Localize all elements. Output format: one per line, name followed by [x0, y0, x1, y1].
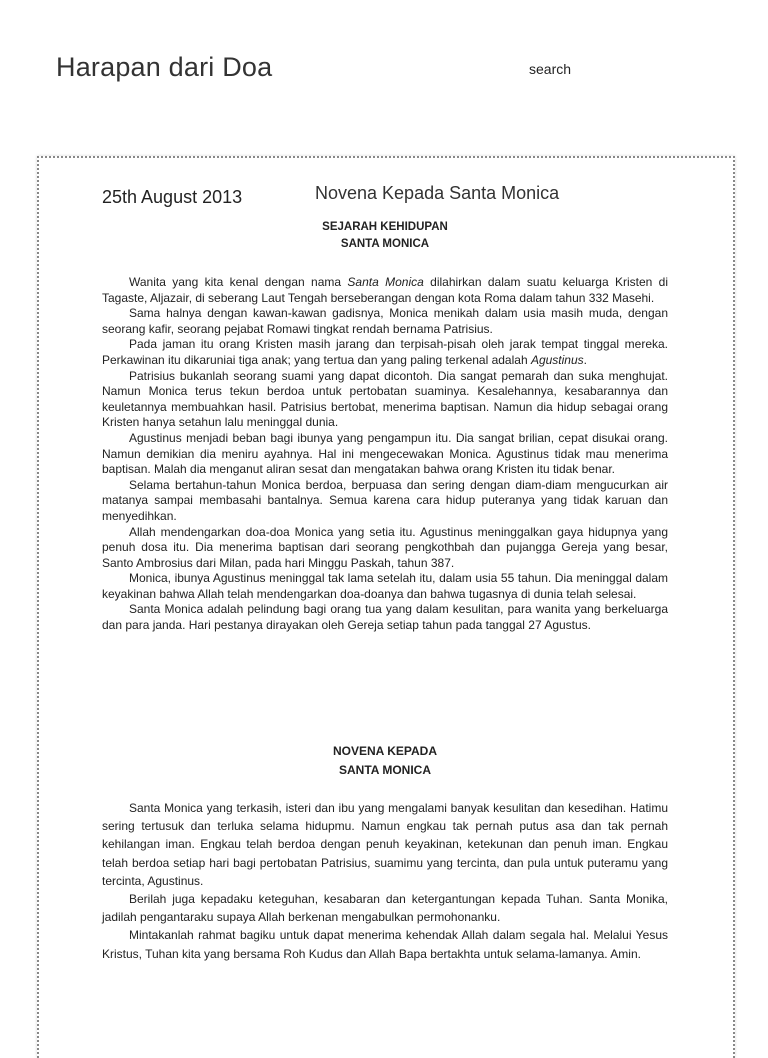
heading-line: SANTA MONICA — [339, 763, 431, 777]
paragraph: Sama halnya dengan kawan-kawan gadisnya, Monica menikah dalam usia masih muda, dengan seorang kafir, seorang pejabat Romawi tingkat rendah bernama Patrisius. — [102, 306, 668, 336]
text-run: dilahirkan dalam suatu keluarga Kristen di Tagaste, Aljazair, di seberang Laut Tengah berseberangan dengan kota Roma dalam tahun 332 Masehi. — [102, 275, 668, 305]
paragraph: Berilah juga kepadaku keteguhan, kesabaran dan ketergantungan kepada Tuhan. Santa Monika, jadilah pengantaraku supaya Allah berkenan mengabulkan permohonanku. — [102, 892, 668, 925]
post-title[interactable]: Novena Kepada Santa Monica — [315, 183, 560, 203]
text-emphasis: Santa Monica — [347, 275, 424, 289]
heading-line: NOVENA KEPADA — [332, 744, 437, 758]
search-button[interactable]: search — [529, 61, 572, 77]
text-run: Wanita yang kita kenal dengan nama — [129, 275, 348, 289]
paragraph: Patrisius bukanlah seorang suami yang dapat dicontoh. Dia sangat pemarah dan suka menghujat. Namun Monica terus tekun berdoa untuk pertobatan suaminya. Kesalehannya, kesabarannya dan keuletannya membuahkan hasil. Patrisius bertobat, menerima baptisan. Namun dia hidup sebagai orang Kristen hanya setahun lalu meninggal dunia. — [102, 368, 668, 430]
paragraph: Monica, ibunya Agustinus meninggal tak lama setelah itu, dalam usia 55 tahun. Dia meninggal dalam keyakinan bahwa Allah telah mendengarkan doa-doanya dan bahwa tugasnya di dunia telah selesai. — [102, 571, 668, 601]
text-emphasis: Agustinus — [530, 352, 584, 367]
history-body — [102, 275, 668, 634]
text-run: Pada jaman itu orang Kristen masih jarang dan terpisah-pisah oleh jarak tempat tinggal mereka. Perkawinan itu dikaruniai tiga anak; yang tertua dan yang paling terkenal adalah — [102, 337, 668, 367]
section-heading-novena — [102, 742, 668, 780]
heading-line: SEJARAH KEHIDUPAN — [322, 221, 448, 233]
paragraph: Agustinus menjadi beban bagi ibunya yang pengampun itu. Dia sangat brilian, cepat disukai orang. Namun demikian dia meniru ayahnya. Hal ini mengecewakan Monica. Agustinus tidak mau menerima baptisan. Malah dia menganut aliran sesat dan mengatakan bahwa orang Kristen itu tidak benar. — [102, 430, 668, 477]
paragraph — [102, 337, 668, 368]
heading-line: SANTA MONICA — [340, 238, 430, 250]
paragraph: Allah mendengarkan doa-doa Monica yang setia itu. Agustinus meninggalkan gaya hidupnya yang penuh dosa itu. Dia menerima baptisan dari seorang pengkothbah dan pujangga Gereja yang besar, Santo Ambrosius dari Milan, pada hari Minggu Paskah, tahun 387. — [102, 524, 668, 570]
post-date: 25th August 2013 — [102, 187, 243, 207]
section-heading-history — [102, 219, 668, 253]
novena-body — [102, 799, 668, 963]
paragraph — [102, 275, 668, 306]
paragraph: Selama bertahun-tahun Monica berdoa, berpuasa dan sering dengan diam-diam mengucurkan air matanya sampai membasahi bantalnya. Semua karena cara hidup puteranya yang tidak karuan dan menyedihkan. — [102, 477, 668, 523]
text-run: . — [583, 352, 587, 367]
blog-header — [0, 0, 768, 150]
paragraph: Mintakanlah rahmat bagiku untuk dapat menerima kehendak Allah dalam segala hal. Melalui Yesus Kristus, Tuhan kita yang bersama Roh Kudus dan Allah Bapa bertakhta untuk selama-lamanya. Amin. — [102, 928, 668, 961]
paragraph: Santa Monica adalah pelindung bagi orang tua yang dalam kesulitan, para wanita yang berkeluarga dan para janda. Hari pestanya dirayakan oleh Gereja setiap tahun pada tanggal 27 Agustus. — [102, 602, 668, 633]
blog-title[interactable]: Harapan dari Doa — [56, 52, 273, 82]
paragraph: Santa Monica yang terkasih, isteri dan ibu yang mengalami banyak kesulitan dan kesedihan. Hatimu sering tertusuk dan terluka selama hidupmu. Namun engkau tak pernah putus asa dan tak pernah kehilangan iman. Engkau telah berdoa dengan penuh keyakinan, ketekunan dan penuh iman. Engkau telah berdoa setiap hari bagi pertobatan Patrisius, suamimu yang tercinta, dan pula untuk puteramu yang tercinta, Agustinus. — [102, 801, 668, 888]
